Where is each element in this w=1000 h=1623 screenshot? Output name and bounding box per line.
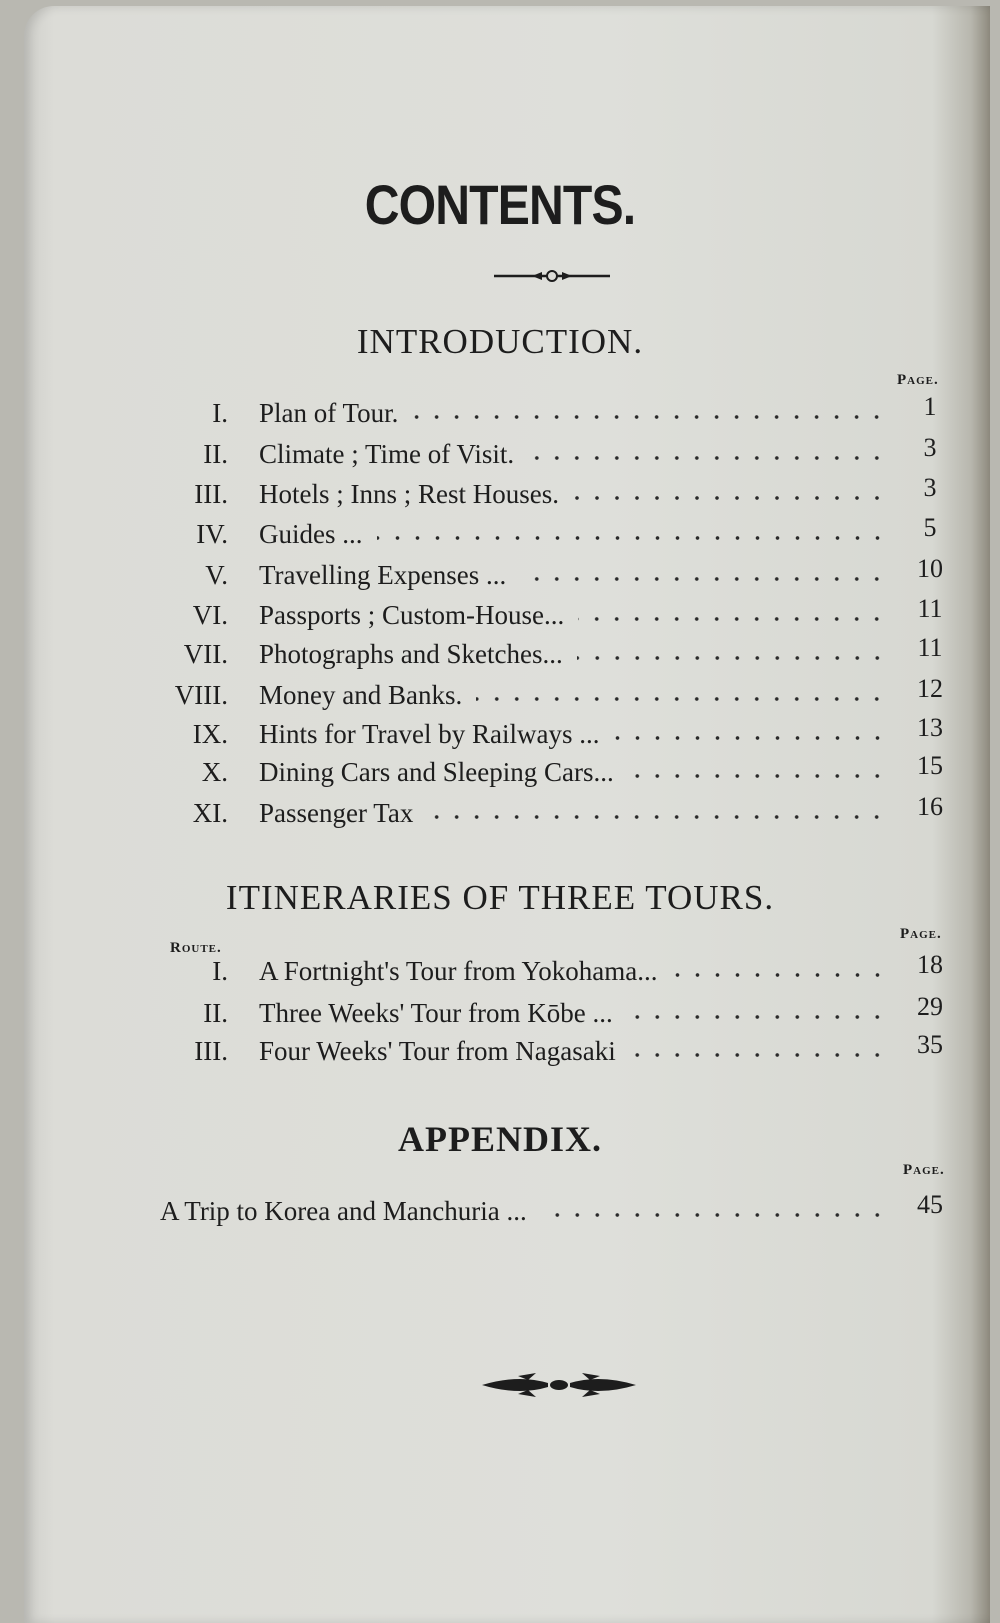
toc-entry-label-wrap [160, 1196, 887, 1227]
toc-entry-label-wrap [259, 998, 887, 1029]
ornament-divider-icon [492, 268, 612, 284]
toc-entry [0, 513, 1000, 559]
route-column-label: Route. [170, 940, 222, 956]
toc-entry-title: Travelling Expenses ... [259, 560, 507, 590]
dot-leader [377, 536, 888, 540]
toc-entry [0, 751, 1000, 797]
toc-entry-page: 11 [917, 633, 943, 662]
toc-entry [0, 1190, 1000, 1236]
toc-entry-page: 35 [917, 1030, 943, 1059]
toc-entry-title: Plan of Tour. [259, 398, 399, 428]
toc-entry-page: 29 [917, 992, 943, 1021]
page-title: CONTENTS. [364, 173, 636, 236]
toc-entry-page: 13 [917, 713, 943, 742]
toc-entry [0, 554, 1000, 600]
toc-entry [0, 633, 1000, 679]
toc-entry-title: Hotels ; Inns ; Rest Houses. [259, 479, 559, 509]
dot-leader [541, 1213, 887, 1217]
toc-entry-title: A Trip to Korea and Manchuria ... [160, 1196, 527, 1226]
toc-entry-page: 15 [917, 751, 943, 780]
toc-entry-label-wrap [259, 798, 887, 829]
toc-entry [0, 992, 1000, 1038]
toc-entry [0, 792, 1000, 838]
toc-entry-page: 3 [923, 433, 937, 462]
dot-leader [578, 617, 887, 621]
page-column-label: Page. [900, 926, 942, 942]
toc-entry-title: Dining Cars and Sleeping Cars... [259, 757, 614, 787]
toc-entry-label-wrap [259, 956, 887, 987]
toc-entry-label-wrap [259, 479, 887, 510]
toc-entry [0, 473, 1000, 519]
toc-entry-title: Four Weeks' Tour from Nagasaki [259, 1036, 616, 1066]
toc-entry-title: Three Weeks' Tour from Kōbe ... [259, 998, 613, 1028]
dot-leader [577, 656, 887, 660]
toc-entry-title: Photographs and Sketches... [259, 639, 563, 669]
toc-entry-number: VI. [192, 600, 228, 630]
toc-entry-title: Passenger Tax [259, 798, 414, 828]
toc-entry-number: VII. [183, 639, 228, 669]
toc-entry-number: IV. [196, 519, 228, 549]
toc-entry-number: XI. [192, 798, 228, 828]
toc-entry-page: 16 [917, 792, 943, 821]
toc-entry-number: I. [212, 956, 228, 986]
toc-entry-label-wrap [259, 1036, 887, 1067]
toc-entry-number: IX. [192, 719, 228, 749]
toc-entry-number: X. [201, 757, 228, 787]
toc-entry-page: 18 [917, 950, 943, 979]
toc-entry-label-wrap [259, 600, 887, 631]
toc-entry [0, 674, 1000, 720]
dot-leader [614, 736, 888, 740]
toc-entry-page: 45 [917, 1190, 943, 1219]
toc-entry-number: II. [203, 998, 228, 1028]
toc-entry-number: V. [205, 560, 228, 590]
dot-leader [627, 1015, 887, 1019]
toc-entry-label-wrap [259, 439, 887, 470]
toc-entry [0, 433, 1000, 479]
page-column-label: Page. [897, 372, 939, 388]
page-column-label: Page. [903, 1162, 945, 1178]
toc-entry-label-wrap [259, 398, 887, 429]
toc-entry-label-wrap [259, 639, 887, 670]
toc-entry-page: 3 [923, 473, 937, 502]
toc-entry [0, 950, 1000, 996]
toc-entry [0, 713, 1000, 759]
toc-entry-number: II. [203, 439, 228, 469]
dot-leader [672, 973, 887, 977]
toc-entry-title: A Fortnight's Tour from Yokohama... [259, 956, 658, 986]
toc-entry-number: III. [194, 479, 228, 509]
toc-entry [0, 1030, 1000, 1076]
toc-entry-label-wrap [259, 519, 887, 550]
toc-entry-label-wrap [259, 680, 887, 711]
dot-leader [520, 577, 887, 581]
dot-leader [630, 1053, 887, 1057]
toc-entry-number: III. [194, 1036, 228, 1066]
toc-entry-label-wrap [259, 719, 887, 750]
toc-entry-page: 11 [917, 594, 943, 623]
toc-entry-number: VIII. [174, 680, 228, 710]
toc-entry-number: I. [212, 398, 228, 428]
toc-entry-title: Guides ... [259, 519, 363, 549]
toc-entry [0, 594, 1000, 640]
toc-entry-page: 1 [923, 392, 937, 421]
toc-entry [0, 392, 1000, 438]
toc-entry-title: Passports ; Custom-House... [259, 600, 565, 630]
toc-entry-page: 5 [923, 513, 937, 542]
itineraries-heading: ITINERARIES OF THREE TOURS. [225, 878, 775, 917]
toc-entry-label-wrap [259, 560, 887, 591]
dot-leader [427, 815, 887, 819]
ornament-flourish-icon [478, 1370, 640, 1400]
dot-leader [628, 774, 887, 778]
toc-entry-title: Money and Banks. [259, 680, 463, 710]
dot-leader [476, 697, 887, 701]
appendix-heading: APPENDIX. [398, 1119, 602, 1159]
dot-leader [412, 415, 887, 419]
dot-leader [573, 496, 887, 500]
toc-entry-page: 12 [917, 674, 943, 703]
toc-entry-label-wrap [259, 757, 887, 788]
introduction-heading: INTRODUCTION. [356, 322, 644, 361]
toc-entry-title: Climate ; Time of Visit. [259, 439, 515, 469]
toc-entry-title: Hints for Travel by Railways ... [259, 719, 600, 749]
dot-leader [528, 456, 887, 460]
toc-entry-page: 10 [917, 554, 943, 583]
